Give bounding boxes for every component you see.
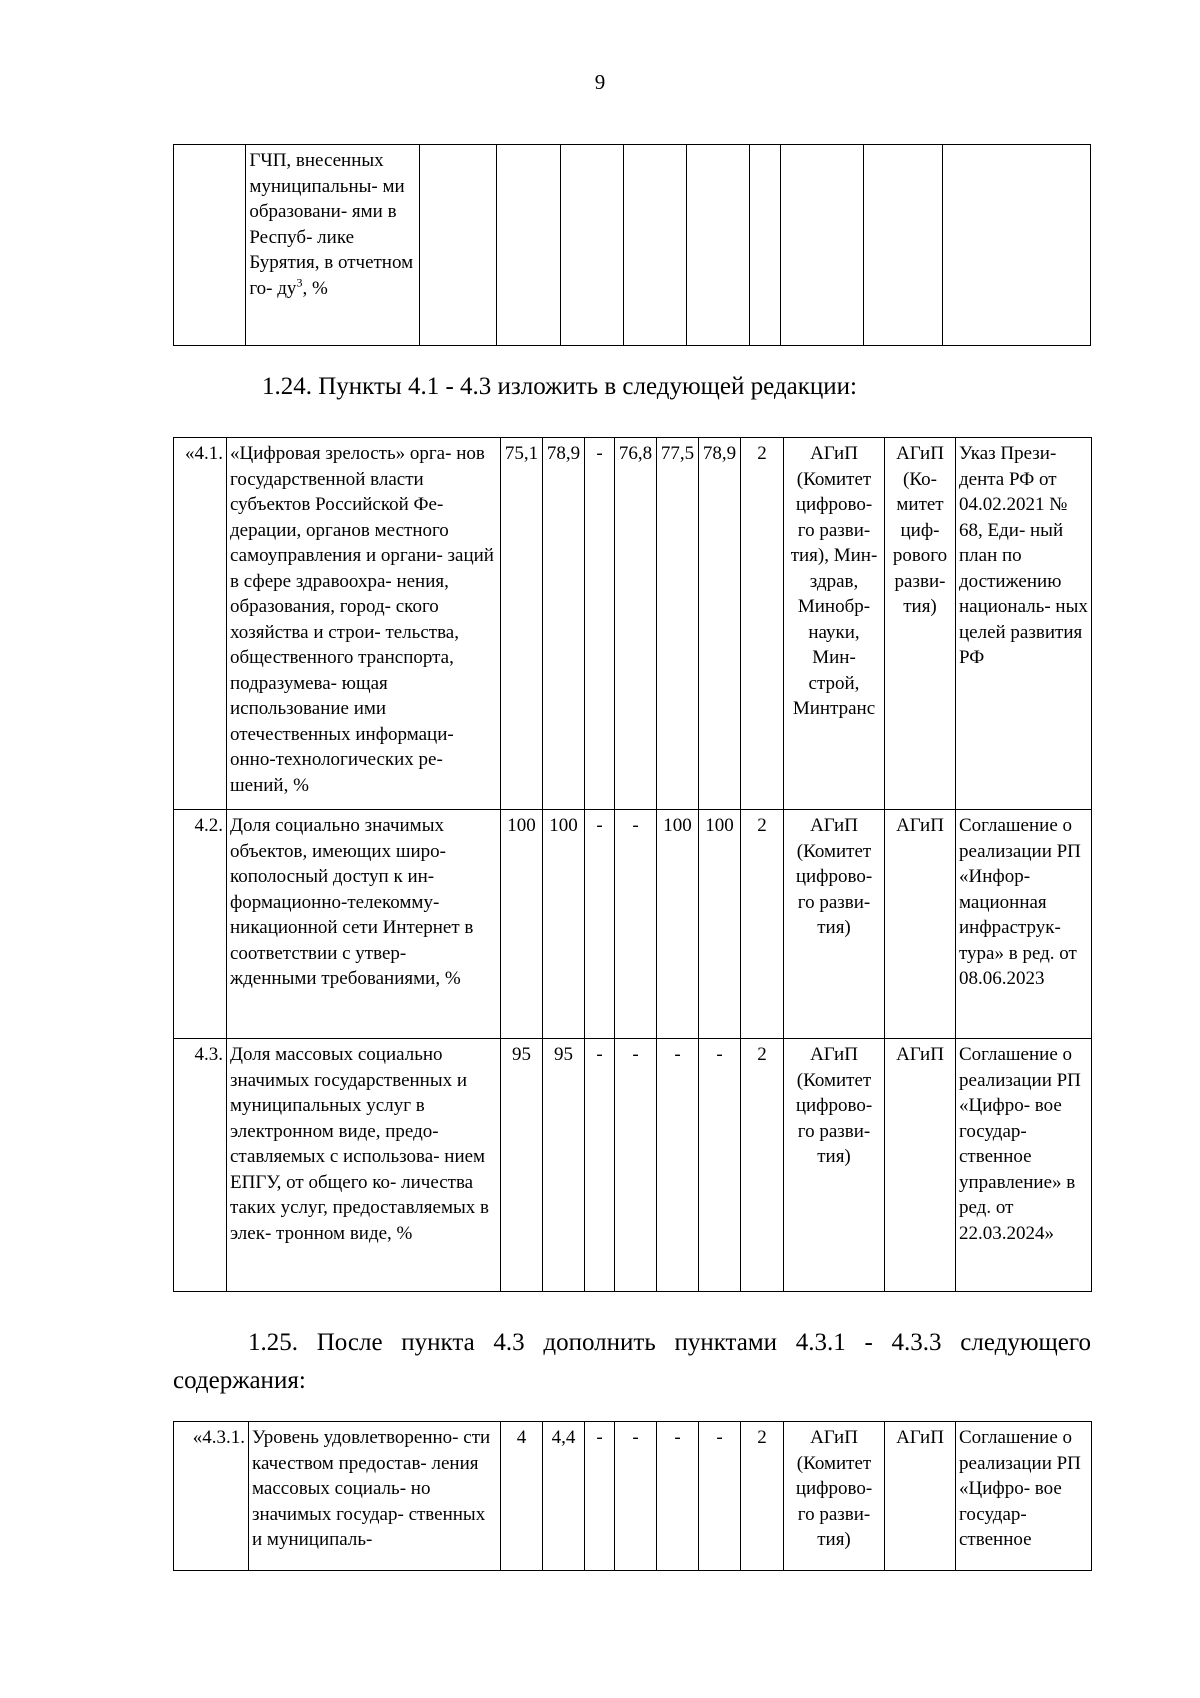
value-cell: 4,4 (543, 1422, 585, 1571)
value-cell: 4 (501, 1422, 543, 1571)
value-cell: - (699, 1039, 741, 1292)
value-cell: 2 (741, 1039, 784, 1292)
paragraph-1-24: 1.24. Пункты 4.1 - 4.3 изложить в следующей редакции: (262, 373, 857, 400)
coordinator-cell: АГиП (Ко- митет циф- рового разви- тия) (885, 438, 956, 810)
responsible-cell: АГиП (Комитет цифрово- го разви- тия) (784, 1422, 885, 1571)
value-cell: 77,5 (657, 438, 699, 810)
table-row (174, 810, 1092, 1039)
table-item-4-3-1 (173, 1421, 1092, 1571)
indicator-name: Уровень удовлетворенно- сти качеством предостав- ления массовых социаль- но значимых государ- ственных и муниципаль- (249, 1422, 501, 1571)
row-number: «4.3.1. (174, 1422, 249, 1571)
indicator-name: «Цифровая зрелость» орга- нов государственной власти субъектов Российской Фе- дерации, органов местного самоуправления и органи- заций в сфере здравоохра- нения, образования, город- ского хозяйства и строи- тельства, общественного транспорта, подразумева- ющая использование ими отечественных информаци- онно-технологических ре- шений, % (227, 438, 501, 810)
value-cell: 78,9 (699, 438, 741, 810)
value-cell: 78,9 (543, 438, 585, 810)
basis-cell: Соглашение о реализации РП «Инфор- мационная инфраструк- тура» в ред. от 08.06.2023 (956, 810, 1092, 1039)
value-cell: 95 (543, 1039, 585, 1292)
responsible-cell: АГиП (Комитет цифрово- го разви- тия) (784, 1039, 885, 1292)
value-cell: 2 (741, 438, 784, 810)
value-cell: - (585, 1422, 615, 1571)
indicator-name: Доля массовых социально значимых государственных и муниципальных услуг в электронном виде, предо- ставляемых с использова- нием ЕПГУ, от общего ко- личества таких услуг, предоставляемых в элек- тронном виде, % (227, 1039, 501, 1292)
value-cell: 95 (501, 1039, 543, 1292)
coordinator-cell: АГиП (885, 1422, 956, 1571)
value-cell: 100 (501, 810, 543, 1039)
responsible-cell: АГиП (Комитет цифрово- го разви- тия), Мин- здрав, Минобр- науки, Мин- строй, Минтранс (784, 438, 885, 810)
value-cell: 100 (699, 810, 741, 1039)
indicator-name: ГЧП, внесенных муниципальны- ми образовани- ями в Респуб- лике Бурятия, в отчетном го- $ду^3$, % (246, 145, 420, 346)
value-cell: - (585, 438, 615, 810)
basis-cell: Указ Прези- дента РФ от 04.02.2021 № 68, Еди- ный план по достижению националь- ных целей развития РФ (956, 438, 1092, 810)
coordinator-cell: АГиП (885, 810, 956, 1039)
table-continuation (173, 144, 1091, 346)
value-cell: 2 (741, 810, 784, 1039)
table-row (174, 1422, 1092, 1571)
row-number: 4.2. (174, 810, 227, 1039)
page-number: 9 (594, 70, 606, 94)
basis-cell: Соглашение о реализации РП «Цифро- вое государ- ственное (956, 1422, 1092, 1571)
value-cell: - (615, 810, 657, 1039)
paragraph-1-25 (173, 1324, 1091, 1400)
value-cell: 100 (543, 810, 585, 1039)
table-row (174, 145, 1091, 346)
value-cell: - (615, 1039, 657, 1292)
value-cell: - (699, 1422, 741, 1571)
responsible-cell: АГиП (Комитет цифрово- го разви- тия) (784, 810, 885, 1039)
value-cell: 100 (657, 810, 699, 1039)
value-cell: - (657, 1039, 699, 1292)
table-row (174, 438, 1092, 810)
table-row (174, 1039, 1092, 1292)
value-cell: - (657, 1422, 699, 1571)
table-items-4-1-4-3 (173, 437, 1092, 1292)
basis-cell: Соглашение о реализации РП «Цифро- вое государ- ственное управление» в ред. от 22.03.2024» (956, 1039, 1092, 1292)
value-cell: 75,1 (501, 438, 543, 810)
coordinator-cell: АГиП (885, 1039, 956, 1292)
row-number: «4.1. (174, 438, 227, 810)
indicator-name: Доля социально значимых объектов, имеющих широ- кополосный доступ к ин- формационно-телекомму- никационной сети Интернет в соответствии с утвер- жденными требованиями, % (227, 810, 501, 1039)
value-cell: - (615, 1422, 657, 1571)
row-number: 4.3. (174, 1039, 227, 1292)
paragraph-1-25-text: 1.25. После пункта 4.3 дополнить пунктами 4.3.1 - 4.3.3 следующего содержания: (173, 1329, 1091, 1394)
value-cell: - (585, 1039, 615, 1292)
value-cell: - (585, 810, 615, 1039)
value-cell: 76,8 (615, 438, 657, 810)
value-cell: 2 (741, 1422, 784, 1571)
row-number (174, 145, 246, 346)
